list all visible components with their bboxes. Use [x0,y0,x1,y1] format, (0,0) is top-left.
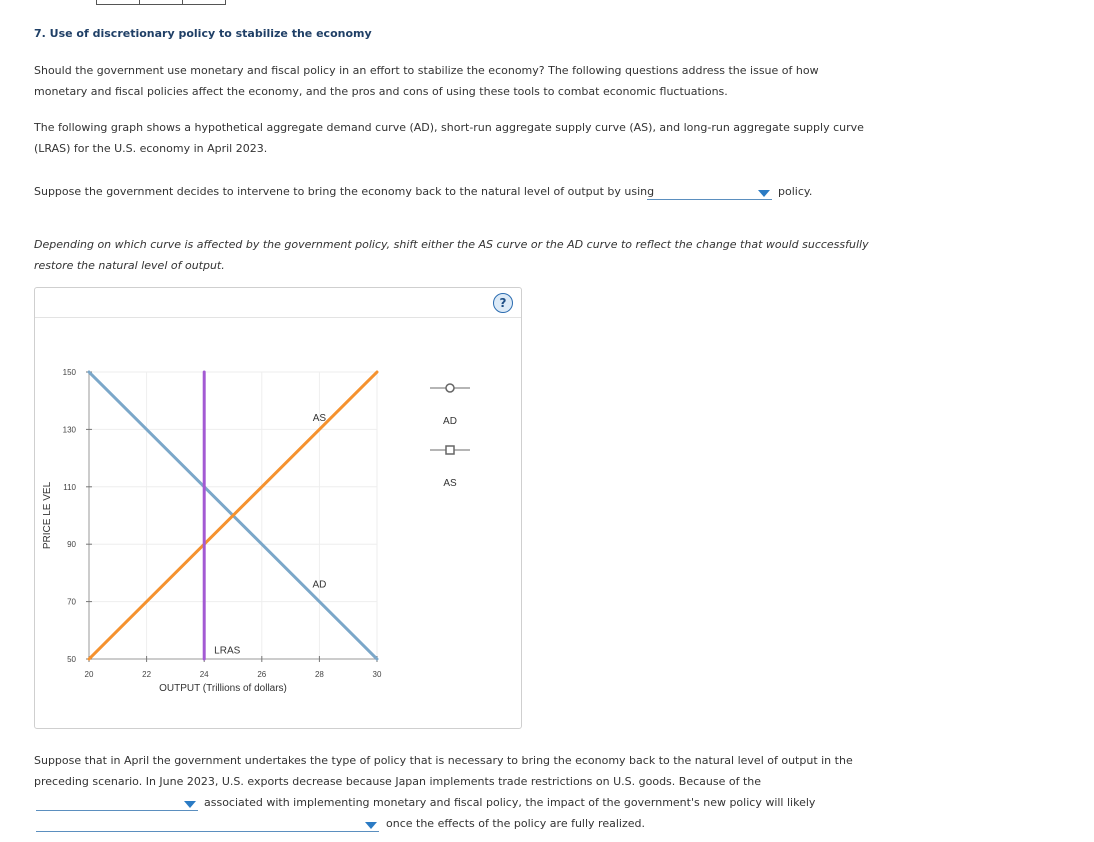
x-tick-label: 20 [84,670,94,679]
followup-line3-text: associated with implementing monetary and fiscal policy, the impact of the government's new policy will likely [204,796,816,809]
y-tick-label: 70 [67,597,76,607]
limitation-dropdown[interactable] [36,796,198,811]
graph-intro-line: (LRAS) for the U.S. economy in April 2023. [34,142,268,155]
y-tick-label: 50 [67,655,76,664]
legend-label: AD [443,416,457,427]
legend-label: AS [443,478,457,489]
x-tick-label: 22 [142,670,152,679]
question-title: 7. Use of discretionary policy to stabilize the economy [34,27,372,40]
ad-curve-label: AD [312,579,327,591]
y-axis-title: PRICE LE VEL [42,481,53,550]
x-tick-label: 24 [199,670,209,679]
graph-intro-paragraph [34,117,874,159]
dropdown-caret-icon [365,822,377,829]
intro-paragraph [34,60,874,102]
x-tick-label: 30 [372,670,382,679]
x-axis-title: OUTPUT (Trillions of dollars) [159,683,287,694]
followup-line: Suppose that in April the government undertakes the type of policy that is necessary to bring the economy back to the natural level of output in the [34,754,853,767]
x-tick-label: 28 [314,670,324,679]
suppose-suffix: policy. [778,185,813,198]
ad-as-chart[interactable] [35,288,521,728]
instruction-paragraph [34,234,874,276]
dropdown-caret-icon [758,190,770,197]
lras-curve-label: LRAS [214,645,241,657]
followup-line4-text: once the effects of the policy are fully realized. [386,817,645,830]
followup-paragraph [34,750,874,792]
policy-type-dropdown[interactable] [647,185,772,200]
y-tick-label: 130 [62,425,76,435]
followup-line: preceding scenario. In June 2023, U.S. exports decrease because Japan implements trade restrictions on U.S. goods. Because of the [34,775,762,788]
y-tick-label: 150 [62,368,76,377]
y-tick-label: 90 [67,540,76,550]
as-curve-label: AS [312,412,327,424]
dropdown-caret-icon [184,801,196,808]
intro-line: monetary and fiscal policies affect the economy, and the pros and cons of using these tools to combat economic fluctuations. [34,85,728,98]
graph-panel [34,287,522,729]
intro-line: Should the government use monetary and fiscal policy in an effort to stabilize the economy? The following questions address the issue of how [34,64,819,77]
legend-as-square-icon [446,446,454,454]
x-tick-label: 26 [257,670,267,679]
instruction-line: restore the natural level of output. [34,259,225,272]
legend-ad-circle-icon [446,384,454,392]
graph-intro-line: The following graph shows a hypothetical aggregate demand curve (AD), short-run aggregate supply curve (AS), and long-run aggregate supply curve [34,121,864,134]
suppose-text: Suppose the government decides to intervene to bring the economy back to the natural level of output by using [34,185,655,198]
help-icon[interactable]: ? [493,293,513,313]
impact-dropdown[interactable] [36,817,379,832]
instruction-line: Depending on which curve is affected by the government policy, shift either the AS curve or the AD curve to reflect the change that would successfully [34,238,869,251]
top-table-fragment [96,0,226,5]
y-tick-label: 110 [63,482,76,492]
